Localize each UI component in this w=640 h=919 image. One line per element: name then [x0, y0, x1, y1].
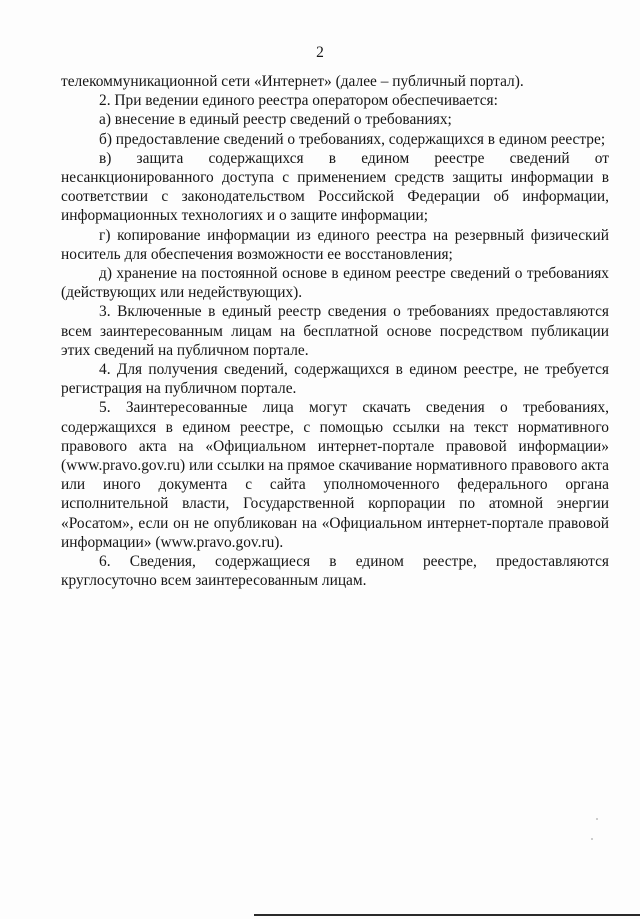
paragraph-item-5: 5. Заинтересованные лица могут скачать сведения о требованиях, содержащихся в едином реестре, с помощью ссылки на текст нормативного правового акта на «Официальном интернет-портале правовой информации» (www.pravo.gov.ru) или ссылки на прямое скачивание нормативного правового акта или иного документа с сайта уполномоченного федерального органа исполнительной власти, Государственной корпорации по атомной энергии «Росатом», если он не опубликован на «Официальном интернет-портале правовой информации» (www.pravo.gov.ru). — [61, 399, 609, 551]
paragraph-subitem-a: а) внесение в единый реестр сведений о требованиях; — [99, 111, 452, 129]
scan-edge-line — [254, 914, 640, 916]
paragraph-item-3: 3. Включенные в единый реестр сведения о требованиях предоставляются всем заинтересованным лицам на бесплатной основе посредством публикации этих сведений на публичном портале. — [61, 303, 609, 359]
paragraph-item-6: 6. Сведения, содержащиеся в едином реестре, предоставляются круглосуточно всем заинтересованным лицам. — [61, 553, 609, 590]
paragraph-subitem-b: б) предоставление сведений о требованиях, содержащихся в едином реестре; — [99, 130, 606, 148]
document-body — [61, 72, 609, 590]
paragraph-subitem-v: в) защита содержащихся в едином реестре сведений от несанкционированного доступа с применением средств защиты информации в соответствии с законодательством Российской Федерации об информации, информационных технологиях и о защите информации; — [61, 149, 609, 225]
paragraph-subitem-d: д) хранение на постоянной основе в едином реестре сведений о требованиях (действующих или недействующих). — [61, 265, 609, 302]
paragraph-subitem-g: г) копирование информации из единого реестра на резервный физический носитель для обеспечения возможности ее восстановления; — [61, 226, 609, 263]
scan-artifact — [591, 838, 593, 840]
paragraph-item-4: 4. Для получения сведений, содержащихся в едином реестре, не требуется регистрация на публичном портале. — [61, 361, 609, 398]
paragraph-continuation: телекоммуникационной сети «Интернет» (далее – публичный портал). — [61, 73, 524, 90]
paragraph-item-2: 2. При ведении единого реестра оператором обеспечивается: — [99, 92, 498, 110]
scan-artifact — [596, 818, 598, 820]
page-number: 2 — [316, 44, 324, 61]
